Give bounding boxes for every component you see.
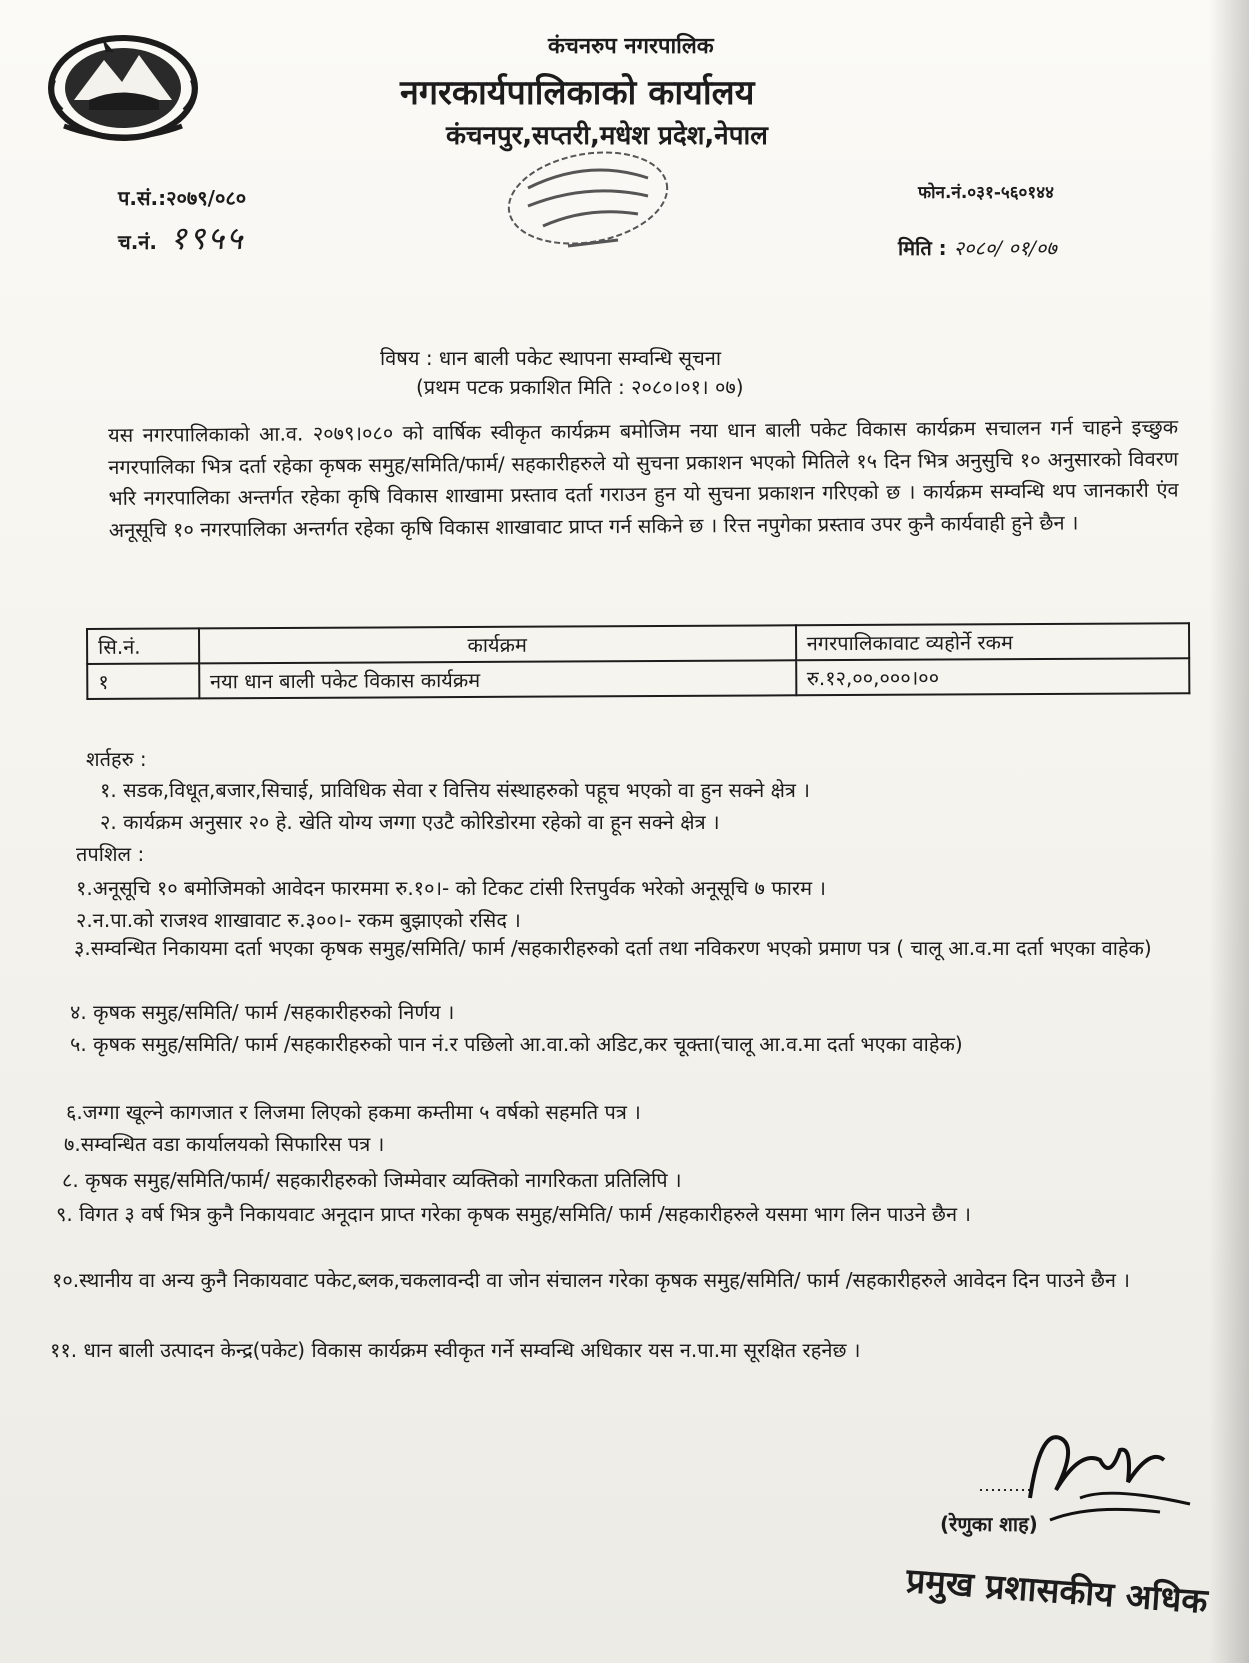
municipality-name: कंचनरुप नगरपालिक (548, 34, 714, 59)
detail-item: ११. धान बाली उत्पादन केन्द्र(पकेट) विकास कार्यक्रम स्वीकृत गर्ने सम्वन्धि अधिकार यस न.पा.मा सूरक्षित रहनेछ । (50, 1338, 861, 1362)
dispatch-label: च.नं. (118, 230, 157, 254)
condition-item: २. कार्यक्रम अनुसार २० हे. खेति योग्य जग्गा एउटै कोरिडोरमा रहेको वा हून सक्ने क्षेत्र । (100, 810, 720, 834)
reference-number: प.सं.:२०७९/०८० (118, 186, 247, 210)
table-cell: रु.१२,००,०००।०० (796, 658, 1190, 695)
detail-item: ७.सम्वन्धित वडा कार्यालयको सिफारिस पत्र । (64, 1132, 385, 1156)
detail-item: ३.सम्वन्धित निकायमा दर्ता भएका कृषक समुह/समिति/ फार्म /सहकारीहरुको दर्ता तथा नविकरण भएको प्रमाण पत्र ( चालू आ.व.मा दर्ता भएका वाहेक) (74, 936, 1152, 960)
detail-item: ८. कृषक समुह/समिति/फार्म/ सहकारीहरुको जिम्मेवार व्यक्तिको नागरिकता प्रतिलिपि । (62, 1168, 682, 1192)
government-emblem-icon (44, 30, 202, 142)
page-edge-shadow (1209, 0, 1249, 1663)
date-value: २०८०/ ०१/०७ (953, 236, 1057, 260)
detail-item: ६.जग्गा खूल्ने कागजात र लिजमा लिएको हकमा कम्तीमा ५ वर्षको सहमति पत्र । (66, 1100, 641, 1124)
table-header-cell: सि.नं. (87, 628, 199, 664)
signer-name: (रेणुका शाह) (940, 1512, 1038, 1536)
office-address: कंचनपुर,सप्तरी,मधेश प्रदेश,नेपाल (446, 121, 768, 151)
detail-item: ९. विगत ३ वर्ष भित्र कुनै निकायवाट अनूदान प्राप्त गरेका कृषक समुह/समिति/ फार्म /सहकारीहरुले यसमा भाग लिन पाउने छैन । (56, 1202, 971, 1226)
detail-item: १०.स्थानीय वा अन्य कुनै निकायवाट पकेट,ब्लक,चकलावन्दी वा जोन संचालन गरेका कृषक समुह/समिति/ फार्म /सहकारीहरुले आवेदन दिन पाउने छैन । (52, 1268, 1130, 1292)
office-name: नगरकार्यपालिकाको कार्यालय (400, 73, 755, 113)
details-title: तपशिल : (76, 842, 145, 866)
subject-line: विषय : धान बाली पकेट स्थापना सम्वन्धि सूचना (380, 346, 722, 370)
published-date: (प्रथम पटक प्रकाशित मिति : २०८०।०१। ०७) (416, 375, 744, 399)
dispatch-value: १९५५ (169, 219, 245, 257)
table-header-cell: नगरपालिकावाट व्यहोर्ने रकम (796, 623, 1190, 660)
notice-body: यस नगरपालिकाको आ.व. २०७९।०८० को वार्षिक स्वीकृत कार्यक्रम बमोजिम नया धान बाली पकेट विकास कार्यक्रम सचालन गर्न चाहने इच्छुक नगरपालिका भित्र दर्ता रहेका कृषक समुह/समिति/फार्म/ सहकारीहरुले यो सुचना प्रकाशन भएको मितिले १५ दिन भित्र अनुसुचि १० अनुसारको विवरण भरि नगरपालिका अन्तर्गत रहेका कृषि विकास शाखामा प्रस्ताव दर्ता गराउन हुन यो सुचना प्रकाशन गरिएको छ । कार्यक्रम सम्वन्धि थप जानकारी एंव अनूसूचि १० नगरपालिका अन्तर्गत रहेका कृषि विकास शाखावाट प्राप्त गर्न सकिने छ । रित्त नपुगेका प्रस्ताव उपर कुनै कार्यवाही हुने छैन । (108, 414, 1179, 542)
table-header-row (87, 623, 1189, 664)
detail-item: ४. कृषक समुह/समिति/ फार्म /सहकारीहरुको निर्णय । (70, 1000, 455, 1024)
date-label: मिति : (898, 236, 947, 260)
dispatch-number (118, 216, 245, 259)
phone-number: फोन.नं.०३१-५६०१४४ (918, 183, 1054, 203)
table-cell: नया धान बाली पकेट विकास कार्यक्रम (199, 660, 796, 698)
notice-date (898, 234, 1057, 261)
table-row (87, 658, 1189, 699)
table-header-cell: कार्यक्रम (199, 625, 796, 663)
signer-title: प्रमुख प्रशासकीय अधिक (904, 1560, 1209, 1622)
detail-item: १.अनूसूचि १० बमोजिमको आवेदन फारममा रु.१०।- को टिकट टांसी रित्तपुर्वक भरेको अनूसूचि ७ फारम । (76, 876, 826, 900)
office-seal-stamp-icon (488, 148, 688, 260)
budget-table (86, 622, 1190, 700)
condition-item: १. सडक,विधूत,बजार,सिचाई, प्राविधिक सेवा र वित्तिय संस्थाहरुको पहूच भएको वा हुन सक्ने क्षेत्र । (100, 778, 810, 802)
conditions-title: शर्तहरु : (86, 747, 147, 771)
detail-item: ५. कृषक समुह/समिति/ फार्म /सहकारीहरुको पान नं.र पछिलो आ.वा.को अडिट,कर चूक्ता(चालू आ.व.मा दर्ता भएका वाहेक) (70, 1032, 963, 1056)
table-cell: १ (87, 663, 199, 699)
detail-item: २.न.पा.को राजश्व शाखावाट रु.३००।- रकम बुझाएको रसिद । (76, 908, 521, 932)
